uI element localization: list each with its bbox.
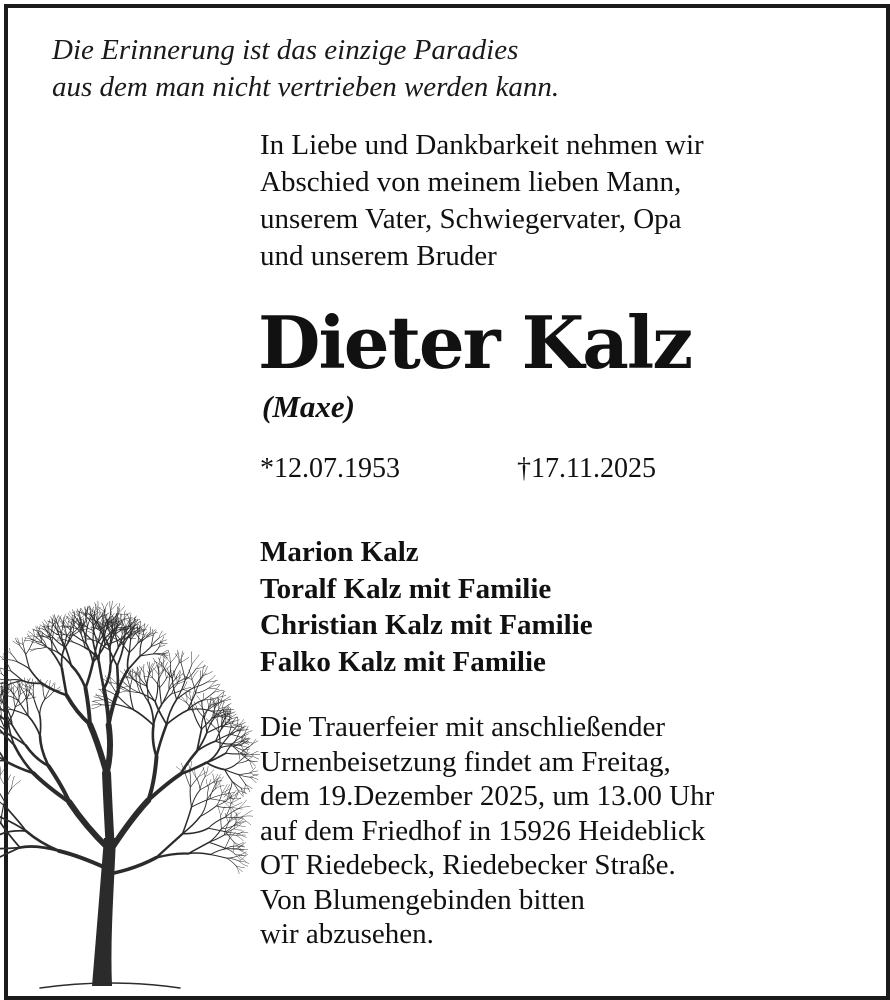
service-line: Die Trauerfeier mit anschließender bbox=[260, 711, 666, 743]
tree-branch bbox=[68, 620, 69, 627]
tree-branch bbox=[37, 647, 47, 649]
tree-branch bbox=[234, 829, 242, 830]
tree-branch bbox=[181, 696, 187, 703]
tree-branch bbox=[114, 858, 156, 873]
tree-branch bbox=[13, 641, 20, 645]
tree-branch bbox=[96, 694, 103, 700]
tree-branch bbox=[0, 775, 5, 786]
tree-branch bbox=[153, 647, 159, 654]
tree-branch bbox=[92, 705, 102, 709]
tree-branch bbox=[233, 726, 242, 727]
deceased-name: Dieter Kalz bbox=[258, 300, 692, 385]
tree-branch bbox=[200, 783, 212, 790]
tree-branch bbox=[0, 791, 8, 810]
funeral-service-info bbox=[260, 710, 860, 952]
tree-branch bbox=[97, 601, 98, 611]
tree-branch bbox=[128, 653, 130, 670]
tree-branch bbox=[252, 751, 259, 754]
tree-branch bbox=[107, 773, 111, 843]
tree-branch bbox=[207, 763, 225, 770]
tree-branch bbox=[210, 794, 225, 799]
tree-branch bbox=[226, 753, 241, 754]
tree-branch bbox=[93, 700, 104, 702]
intro-line: und unserem Bruder bbox=[260, 240, 497, 272]
tree-branch bbox=[171, 653, 179, 663]
intro-text bbox=[260, 127, 860, 275]
tree-branch bbox=[118, 614, 128, 615]
tree-branch bbox=[12, 725, 26, 745]
tree-branch bbox=[239, 855, 246, 861]
tree-branch bbox=[21, 688, 27, 700]
tree-branch bbox=[185, 773, 190, 787]
tree-branch bbox=[209, 842, 225, 848]
tree-branch bbox=[28, 716, 40, 736]
tree-branch bbox=[0, 848, 20, 861]
quote-line: aus dem man nicht vertrieben werden kann. bbox=[52, 71, 560, 103]
tree-branch bbox=[192, 655, 199, 664]
tree-branch bbox=[23, 645, 26, 655]
tree-branch bbox=[190, 777, 198, 788]
tree-branch bbox=[112, 800, 148, 848]
tree-branch bbox=[97, 607, 104, 612]
tree-branch bbox=[235, 825, 246, 827]
tree-branch bbox=[238, 751, 239, 759]
tree-branch bbox=[62, 649, 65, 669]
tree-branch bbox=[219, 733, 220, 748]
tree-branch bbox=[14, 695, 16, 707]
tree-branch bbox=[236, 835, 243, 841]
tree-branch bbox=[2, 674, 9, 680]
tree-branch bbox=[28, 631, 34, 636]
mourner-name: Christian Kalz mit Familie bbox=[260, 609, 593, 641]
service-line: Von Blumengebinden bitten bbox=[260, 883, 585, 916]
tree-branch bbox=[40, 714, 41, 736]
tree-branch bbox=[48, 620, 49, 627]
tree-branch bbox=[209, 688, 219, 690]
tree-branch bbox=[172, 679, 176, 700]
tree-branch bbox=[22, 638, 23, 645]
service-line: dem 19.Dezember 2025, um 13.00 Uhr bbox=[260, 780, 715, 812]
tree-branch bbox=[218, 806, 221, 815]
tree-branch bbox=[150, 627, 151, 635]
mourner-name: Falko Kalz mit Familie bbox=[260, 645, 546, 678]
intro-line: unserem Vater, Schwiegervater, Opa bbox=[260, 203, 682, 235]
service-line: OT Riedebeck, Riedebecker Straße. bbox=[260, 849, 676, 881]
tree-branch bbox=[238, 849, 247, 854]
service-line: wir abzusehen. bbox=[260, 918, 434, 950]
tree-branch bbox=[238, 722, 246, 725]
tree-branch bbox=[1, 688, 2, 698]
tree-branch bbox=[33, 690, 34, 700]
tree-branch bbox=[232, 781, 238, 790]
tree-branch bbox=[127, 678, 130, 691]
tree-branch bbox=[220, 746, 234, 748]
tree-branch bbox=[153, 725, 157, 757]
tree-branch bbox=[179, 677, 188, 681]
tree-branch bbox=[179, 672, 181, 682]
quote-line: Die Erinnerung ist das einzige Paradies bbox=[52, 34, 519, 66]
tree-branch bbox=[160, 688, 162, 705]
tree-branch bbox=[188, 853, 210, 855]
tree-branch bbox=[214, 691, 224, 693]
tree-branch bbox=[219, 723, 226, 733]
tree-branch bbox=[116, 704, 133, 709]
tree-branch bbox=[232, 802, 243, 807]
tree-branch bbox=[8, 734, 26, 745]
tree-branch bbox=[0, 767, 7, 776]
tree-branch bbox=[236, 821, 246, 823]
tree-branch bbox=[199, 772, 207, 777]
tree-branch bbox=[221, 807, 225, 816]
tree-branch bbox=[208, 817, 225, 828]
tree-branch bbox=[181, 651, 182, 664]
intro-line: In Liebe und Dankbarkeit nehmen wir bbox=[260, 129, 704, 161]
death-date: †17.11.2025 bbox=[517, 453, 656, 484]
tree-branch bbox=[250, 773, 258, 776]
tree-branch bbox=[231, 808, 232, 819]
tree-branch bbox=[245, 784, 252, 788]
tree-branch bbox=[128, 656, 140, 670]
tree-branch bbox=[239, 852, 247, 856]
tree-branch bbox=[109, 691, 118, 725]
tree-branch bbox=[203, 767, 205, 777]
tree-branch bbox=[239, 773, 250, 775]
tree-branch bbox=[210, 799, 223, 801]
tree-branch bbox=[35, 701, 40, 715]
intro-line: Abschied von meinem lieben Mann, bbox=[260, 166, 682, 198]
tree-branch bbox=[134, 710, 154, 725]
tree-branch bbox=[181, 664, 185, 680]
birth-date: *12.07.1953 bbox=[260, 453, 400, 484]
tree-branch bbox=[139, 666, 144, 673]
tree-branch bbox=[236, 849, 244, 851]
tree-branch bbox=[239, 861, 248, 866]
tree-branch bbox=[196, 688, 209, 693]
tree-branch bbox=[0, 680, 9, 683]
tree-branch bbox=[211, 849, 225, 855]
tree-branch bbox=[59, 851, 106, 868]
tree-branch bbox=[9, 648, 12, 655]
tree-branch bbox=[232, 807, 243, 809]
tree-branch bbox=[200, 673, 206, 681]
mourners-list bbox=[260, 534, 860, 680]
tree-branch bbox=[238, 807, 250, 809]
tree-branch bbox=[107, 725, 111, 773]
tree-illustration bbox=[0, 508, 270, 992]
tree-branch bbox=[86, 662, 94, 688]
tree-branch bbox=[40, 699, 45, 714]
tree-branch bbox=[192, 671, 198, 680]
tree-branch bbox=[223, 703, 232, 710]
tree-branch bbox=[188, 842, 209, 853]
mourner-name: Marion Kalz bbox=[260, 536, 419, 568]
tree-branch bbox=[206, 780, 208, 789]
tree-branch bbox=[250, 775, 258, 778]
tree-branch bbox=[227, 856, 239, 858]
tree-branch bbox=[160, 678, 167, 688]
tree-branch bbox=[95, 603, 98, 612]
tree-branch bbox=[220, 784, 222, 794]
tree-branch bbox=[110, 601, 111, 610]
tree-branch bbox=[45, 692, 53, 700]
tree-branch bbox=[0, 831, 26, 835]
tree-branch bbox=[140, 642, 142, 657]
tree-branch bbox=[236, 866, 239, 874]
tree-branch bbox=[250, 777, 258, 779]
tree-trunk bbox=[92, 838, 116, 986]
mourner-name: Toralf Kalz mit Familie bbox=[260, 572, 552, 605]
tree-branch bbox=[84, 639, 91, 640]
tree-branch bbox=[232, 818, 243, 819]
tree-branch bbox=[129, 640, 130, 653]
tree-branch bbox=[194, 714, 201, 729]
tree-branch bbox=[71, 666, 85, 688]
tree-branch bbox=[92, 704, 102, 705]
tree-branch bbox=[152, 669, 153, 678]
tree-branch bbox=[104, 603, 108, 612]
tree-branch bbox=[0, 689, 1, 697]
tree-branch bbox=[43, 687, 45, 699]
tree-branch bbox=[69, 802, 108, 848]
tree-branch bbox=[12, 780, 21, 788]
tree-branch bbox=[153, 654, 162, 655]
tree-branch bbox=[208, 700, 209, 708]
tree-branch bbox=[25, 640, 33, 641]
tree-branch bbox=[152, 629, 153, 637]
tree-branch bbox=[195, 777, 200, 790]
tree-branch bbox=[159, 634, 166, 639]
tree-branch bbox=[90, 725, 107, 774]
tree-branch bbox=[229, 781, 232, 791]
tree-branch bbox=[30, 669, 42, 684]
tree-branch bbox=[179, 698, 187, 703]
tree-branch bbox=[104, 665, 111, 689]
tree-branch bbox=[8, 810, 26, 831]
tree-branch bbox=[234, 842, 235, 851]
tree-branch bbox=[1, 823, 20, 847]
tree-branch bbox=[196, 661, 203, 669]
tree-branch bbox=[225, 763, 238, 769]
tree-branch bbox=[226, 832, 234, 843]
tree-branch bbox=[213, 774, 216, 785]
tree-branch bbox=[155, 683, 158, 702]
tree-branch bbox=[211, 855, 227, 859]
tree-branch bbox=[190, 773, 191, 788]
tree-branch bbox=[7, 651, 12, 655]
tree-branch bbox=[224, 835, 236, 836]
tree-branch bbox=[157, 724, 167, 756]
tree-branch bbox=[160, 640, 166, 643]
tree-branch bbox=[252, 755, 259, 760]
tree-branch bbox=[124, 620, 125, 627]
tree-branch bbox=[238, 833, 246, 837]
service-line: Urnenbeisetzung findet am Freitag, bbox=[260, 745, 671, 778]
tree-branch bbox=[200, 806, 216, 817]
tree-branch bbox=[23, 638, 26, 645]
tree-branch bbox=[190, 787, 191, 807]
deceased-nickname: (Maxe) bbox=[262, 389, 355, 424]
tree-branch bbox=[221, 816, 222, 829]
memorial-quote bbox=[52, 32, 752, 106]
service-line: auf dem Friedhof in 15926 Heideblick bbox=[260, 814, 706, 847]
tree-branch bbox=[62, 668, 67, 695]
